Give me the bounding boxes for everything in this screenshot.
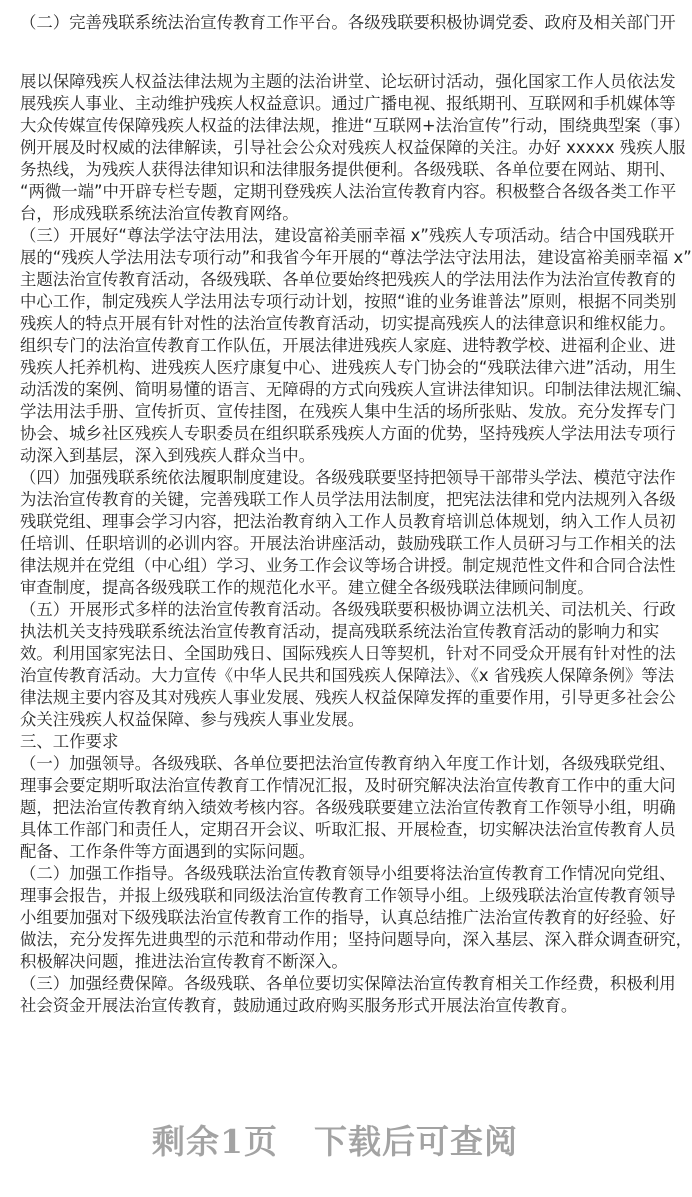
text-line: 配备、工作条件等方面遇到的实际问题。 xyxy=(20,842,316,861)
document-body xyxy=(20,71,692,1017)
paragraph xyxy=(20,467,676,599)
text-line: 残联党组、理事会学习内容，把法治教育纳入工作人员教育培训总体规划，纳入工作人员初 xyxy=(20,512,676,531)
text-line: 学法用法手册、宣传折页、宣传挂图，在残疾人集中生活的场所张贴、发放。充分发挥专门 xyxy=(20,402,676,421)
text-line: 协会、城乡社区残疾人专职委员在组织联系残疾人方面的优势，坚持残疾人学法用法专项行 xyxy=(20,424,676,443)
text-line: 例开展及时权威的法律解读，引导社会公众对残疾人权益保障的关注。办好 xxxxx 残疾人服 xyxy=(20,138,686,157)
text-line: 积极解决问题，推进法治宣传教育不断深入。 xyxy=(20,952,348,971)
paragraph xyxy=(20,225,692,467)
text-line: 具体工作部门和责任人，定期召开会议、听取汇报、开展检查，切实解决法治宣传教育人员 xyxy=(20,820,676,839)
text-line: 效。利用国家宪法日、全国助残日、国际残疾人日等契机，针对不同受众开展有针对性的法 xyxy=(20,644,676,663)
text-line: “两微一端”中开辟专栏专题，定期刊登残疾人法治宣传教育内容。积极整合各级各类工作平 xyxy=(20,182,677,201)
text-line: 任培训、任职培训的必训内容。开展法治讲座活动，鼓励残联工作人员研习与工作相关的法 xyxy=(20,534,676,553)
download-prompt[interactable] xyxy=(150,1116,520,1163)
text-line: 动深入到基层，深入到残疾人群众当中。 xyxy=(20,446,316,465)
text-line: 小组要加强对下级残联法治宣传教育工作的指导，认真总结推广法治宣传教育的好经验、好 xyxy=(20,908,676,927)
text-line: 中心工作，制定残疾人学法用法专项行动计划，按照“谁的业务谁普法”原则，根据不同类别 xyxy=(20,292,677,311)
text-line: 残疾人托养机构、进残疾人医疗康复中心、进残疾人专门协会的“残联法律六进”活动，用生 xyxy=(20,358,677,377)
text-line: 务热线，为残疾人获得法律知识和法律服务提供便利。各级残联、各单位要在网站、期刊、 xyxy=(20,160,676,179)
text-line: 残疾人的特点开展有针对性的法治宣传教育活动，切实提高残疾人的法律意识和维权能力。 xyxy=(20,314,676,333)
text-line: 主题法治宣传教育活动，各级残联、各单位要始终把残疾人的学法用法作为法治宣传教育的 xyxy=(20,270,676,289)
text-line: 题，把法治宣传教育纳入绩效考核内容。各级残联要建立法治宣传教育工作领导小组，明确 xyxy=(20,798,676,817)
text-line: 众关注残疾人权益保障、参与残疾人事业发展。 xyxy=(20,710,365,729)
text-line: 展以保障残疾人权益法律法规为主题的法治讲堂、论坛研讨活动，强化国家工作人员依法发 xyxy=(20,72,676,91)
document-top-line xyxy=(20,12,676,34)
download-to-view-text: 下载后可查阅 xyxy=(313,1122,518,1161)
text-line: 大众传媒宣传保障残疾人权益的法律法规，推进“互联网+法治宣传”行动，围绕典型案（事） xyxy=(20,116,690,135)
text-line: 执法机关支持残联系统法治宣传教育活动，提高残联系统法治宣传教育活动的影响力和实 xyxy=(20,622,660,641)
text-line: 三、工作要求 xyxy=(20,732,119,751)
text-line: （四）加强残联系统依法履职制度建设。各级残联要坚持把领导干部带头学法、模范守法作 xyxy=(20,468,676,487)
text-line: 组织专门的法治宣传教育工作队伍，开展法律进残疾人家庭、进特教学校、进福利企业、进 xyxy=(20,336,676,355)
text-line: 审查制度，提高各级残联工作的规范化水平。建立健全各级残联法律顾问制度。 xyxy=(20,578,594,597)
text-line: （二）完善残联系统法治宣传教育工作平台。各级残联要积极协调党委、政府及相关部门开 xyxy=(20,13,676,32)
text-line: 理事会要定期听取法治宣传教育工作情况汇报，及时研究解决法治宣传教育工作中的重大问 xyxy=(20,776,676,795)
text-line: 律法规主要内容及其对残疾人事业发展、残疾人权益保障发挥的重要作用，引导更多社会公 xyxy=(20,688,676,707)
paragraph xyxy=(20,599,676,731)
text-line: （三）加强经费保障。各级残联、各单位要切实保障法治宣传教育相关工作经费，积极利用 xyxy=(20,974,676,993)
text-line: 社会资金开展法治宣传教育，鼓励通过政府购买服务形式开展法治宣传教育。 xyxy=(20,996,578,1015)
text-line: （一）加强领导。各级残联、各单位要把法治宣传教育纳入年度工作计划，各级残联党组、 xyxy=(20,754,676,773)
text-line: 治宣传教育活动。大力宣传《中华人民共和国残疾人保障法》、《x 省残疾人保障条例》等法 xyxy=(20,666,675,685)
text-line: 动活泼的案例、简明易懂的语言、无障碍的方式向残疾人宣讲法律知识。印制法律法规汇编、 xyxy=(20,380,692,399)
paragraph xyxy=(20,71,690,225)
text-line: 展的“残疾人学法用法专项行动”和我省今年开展的“尊法学法守法用法，建设富裕美丽幸福 x” xyxy=(20,248,692,267)
text-line: （五）开展形式多样的法治宣传教育活动。各级残联要积极协调立法机关、司法机关、行政 xyxy=(20,600,676,619)
text-line: （二）加强工作指导。各级残联法治宣传教育领导小组要将法治宣传教育工作情况向党组、 xyxy=(20,864,676,883)
paragraph xyxy=(20,973,676,1017)
paragraph xyxy=(20,753,676,863)
text-line: 理事会报告，并报上级残联和同级法治宣传教育工作领导小组。上级残联法治宣传教育领导 xyxy=(20,886,676,905)
paragraph xyxy=(20,863,692,973)
text-line: 展残疾人事业、主动维护残疾人权益意识。通过广播电视、报纸期刊、互联网和手机媒体等 xyxy=(20,94,676,113)
text-line: 台，形成残联系统法治宣传教育网络。 xyxy=(20,204,299,223)
section-heading xyxy=(20,731,613,753)
text-line: 律法规并在党组（中心组）学习、业务工作会议等场合讲授。制定规范性文件和合同合法性 xyxy=(20,556,676,575)
text-line: 为法治宣传教育的关键，完善残联工作人员学法用法制度，把宪法法律和党内法规列入各级 xyxy=(20,490,676,509)
text-line: （三）开展好“尊法学法守法用法，建设富裕美丽幸福 x”残疾人专项活动。结合中国残联开 xyxy=(20,226,675,245)
remaining-pages-text: 剩余1页 xyxy=(152,1122,278,1161)
text-line: 做法，充分发挥先进典型的示范和带动作用；坚持问题导向，深入基层、深入群众调查研究， xyxy=(20,930,692,949)
